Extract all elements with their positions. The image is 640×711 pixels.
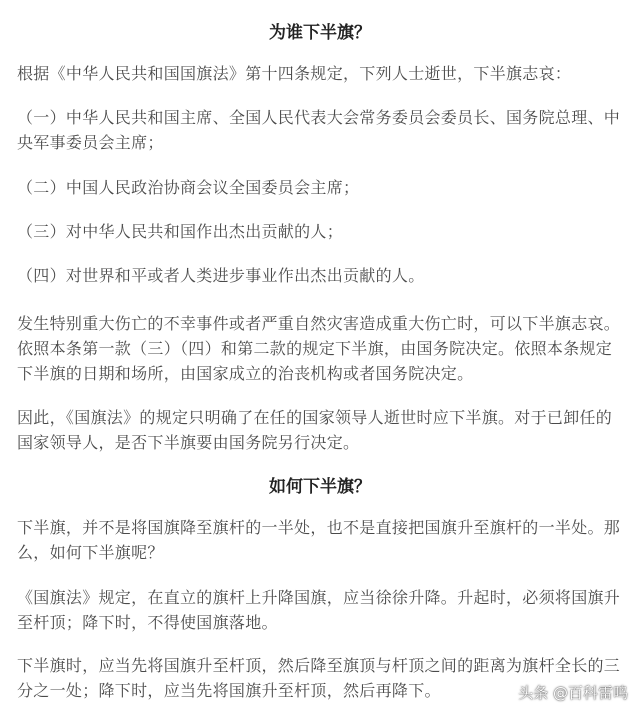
paragraph bbox=[17, 105, 637, 155]
text-line: （四）对世界和平或者人类进步事业作出杰出贡献的人。 bbox=[17, 266, 425, 285]
text-line: 依照本条第一款（三）（四）和第二款的规定下半旗，由国务院决定。依照本条规定 bbox=[17, 339, 613, 358]
paragraph bbox=[17, 311, 637, 386]
text-line: 下半旗，并不是将国旗降至旗杆的一半处，也不是直接把国旗升至旗杆的一半处。那 bbox=[17, 518, 621, 537]
paragraph bbox=[17, 405, 637, 455]
text-line: 至杆顶；降下时，不得使国旗落地。 bbox=[17, 613, 278, 632]
text-line: （一）中华人民共和国主席、全国人民代表大会常务委员会委员长、国务院总理、中 bbox=[17, 108, 621, 127]
text-line: 么，如何下半旗呢？ bbox=[17, 543, 164, 562]
text-line: 分之一处；降下时，应当先将国旗升至杆顶，然后再降下。 bbox=[17, 681, 441, 700]
text-line: 下半旗时，应当先将国旗升至杆顶，然后降至旗顶与杆顶之间的距离为旗杆全长的三 bbox=[17, 656, 621, 675]
paragraph bbox=[17, 175, 637, 200]
paragraph bbox=[17, 515, 637, 565]
text-line: 根据《中华人民共和国国旗法》第十四条规定，下列人士逝世，下半旗志哀： bbox=[17, 64, 572, 83]
paragraph bbox=[17, 263, 637, 288]
text-line: 国家领导人，是否下半旗要由国务院另行决定。 bbox=[17, 433, 360, 452]
paragraph bbox=[17, 61, 637, 86]
paragraph bbox=[17, 585, 637, 635]
paragraph bbox=[17, 219, 637, 244]
section-title-who: 为谁下半旗？ bbox=[269, 23, 371, 43]
text-line: 下半旗的日期和场所，由国家成立的治丧机构或者国务院决定。 bbox=[17, 364, 474, 383]
text-line: （二）中国人民政治协商会议全国委员会主席； bbox=[17, 178, 360, 197]
text-line: （三）对中华人民共和国作出杰出贡献的人； bbox=[17, 222, 344, 241]
text-line: 《国旗法》规定，在直立的旗杆上升降国旗，应当徐徐升降。升起时，必须将国旗升 bbox=[17, 588, 621, 607]
text-line: 央军事委员会主席； bbox=[17, 133, 164, 152]
text-line: 因此，《国旗法》的规定只明确了在任的国家领导人逝世时应下半旗。对于已卸任的 bbox=[17, 408, 613, 427]
watermark: 头条 @百科雷鸣 bbox=[518, 684, 628, 702]
text-line: 发生特别重大伤亡的不幸事件或者严重自然灾害造成重大伤亡时，可以下半旗志哀。 bbox=[17, 314, 621, 333]
section-title-how: 如何下半旗？ bbox=[269, 477, 371, 497]
